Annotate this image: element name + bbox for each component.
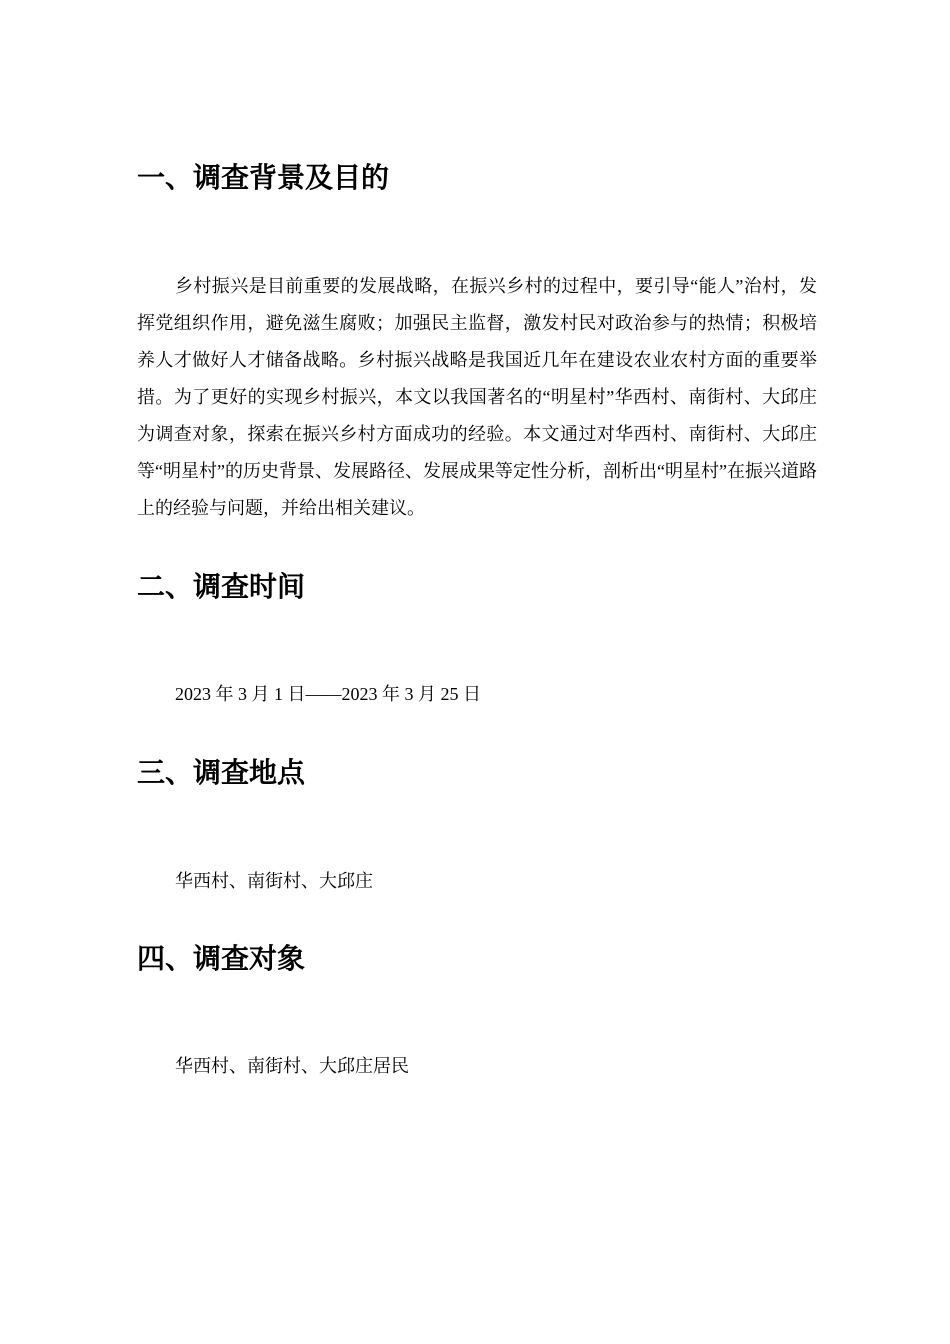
section-heading-background-purpose: 一、调查背景及目的	[137, 161, 390, 194]
section-body-survey-time: 2023 年 3 月 1 日——2023 年 3 月 25 日	[175, 684, 481, 704]
section-body-background-purpose: 乡村振兴是目前重要的发展战略，在振兴乡村的过程中，要引导“能人”治村，发挥党组织作用，避免滋生腐败；加强民主监督，激发村民对政治参与的热情；积极培养人才做好人才储备战略。乡村振兴战略是我国近几年在建设农业农村方面的重要举措。为了更好的实现乡村振兴，本文以我国著名的“明星村”华西村、南街村、大邱庄为调查对象，探索在振兴乡村方面成功的经验。本文通过对华西村、南街村、大邱庄等“明星村”的历史背景、发展路径、发展成果等定性分析，剖析出“明星村”在振兴道路上的经验与问题，并给出相关建议。	[137, 276, 817, 518]
section-heading-survey-subjects: 四、调查对象	[137, 942, 306, 975]
section-body-survey-subjects: 华西村、南街村、大邱庄居民	[175, 1056, 409, 1076]
section-heading-survey-location: 三、调查地点	[137, 756, 306, 789]
section-heading-survey-time: 二、调查时间	[137, 570, 306, 603]
section-body-survey-location: 华西村、南街村、大邱庄	[175, 871, 373, 891]
